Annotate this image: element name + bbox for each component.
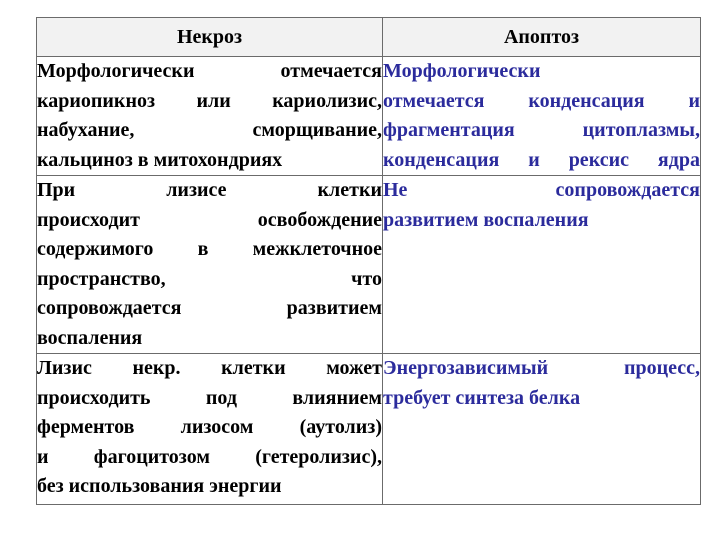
text-line: набухание, сморщивание, — [37, 119, 382, 141]
necrosis-cell-inflammation — [37, 176, 383, 354]
text-line: кальциноз в митохондриях — [37, 148, 283, 171]
table-row — [37, 57, 701, 176]
table-row — [37, 354, 701, 505]
text-line: Морфологически — [383, 60, 541, 82]
apoptosis-cell-morphology — [383, 57, 701, 176]
text-line: сопровождается развитием — [37, 297, 382, 319]
apoptosis-cell-energy — [383, 354, 701, 505]
text-line: конденсация и рексис ядра — [383, 148, 700, 171]
header-necrosis: Некроз — [37, 18, 383, 57]
text-line: происходить под влиянием — [37, 386, 382, 409]
comparison-table — [36, 17, 701, 505]
text-line: развитием воспаления — [383, 208, 589, 231]
text-line: кариопикноз или кариолизис, — [37, 89, 382, 112]
text-line: пространство, что — [37, 267, 382, 290]
text-line: Не сопровождается — [383, 179, 700, 201]
apoptosis-cell-inflammation — [383, 176, 701, 354]
header-row — [37, 18, 701, 57]
text-line: и фагоцитозом (гетеролизис), — [37, 445, 382, 468]
header-apoptosis: Апоптоз — [383, 18, 701, 57]
text-line: При лизисе клетки — [37, 179, 382, 201]
text-line: фрагментация цитоплазмы, — [383, 119, 700, 141]
necrosis-cell-morphology — [37, 57, 383, 176]
text-line: без использования энергии — [37, 475, 282, 497]
text-line: Энергозависимый процесс, — [383, 357, 700, 379]
text-line: Лизис некр. клетки может — [37, 357, 382, 379]
text-line: Морфологически отмечается — [37, 60, 382, 82]
text-line: содержимого в межклеточное — [37, 238, 382, 260]
text-line: воспаления — [37, 326, 143, 349]
text-line: отмечается конденсация и — [383, 89, 700, 112]
necrosis-cell-energy — [37, 354, 383, 505]
text-line: происходит освобождение — [37, 208, 382, 231]
text-line: ферментов лизосом (аутолиз) — [37, 416, 382, 438]
table-row — [37, 176, 701, 354]
text-line: требует синтеза белка — [383, 386, 581, 409]
